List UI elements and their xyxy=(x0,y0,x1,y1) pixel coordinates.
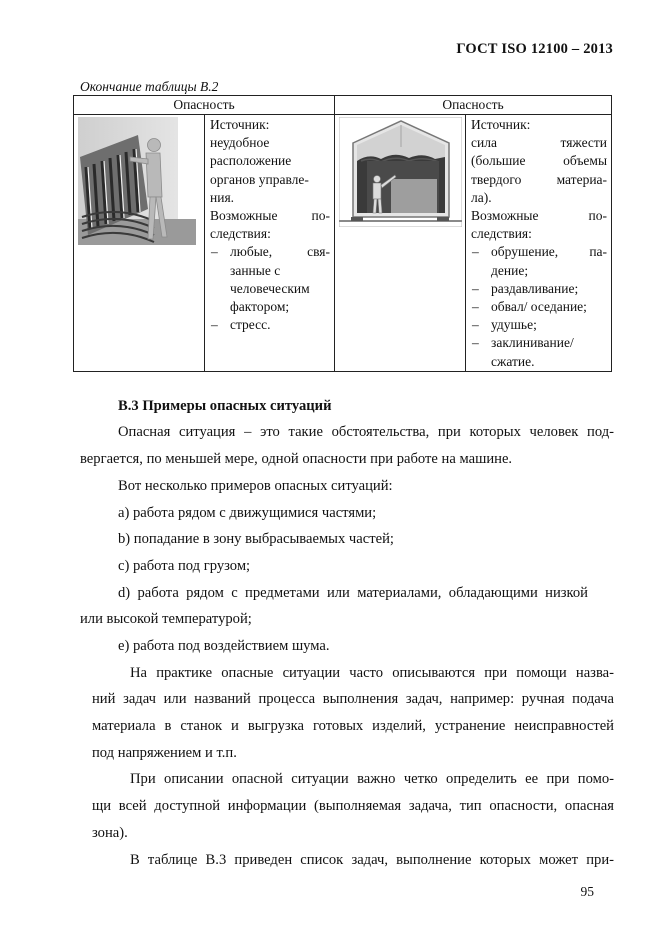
paragraph-line: Опасная ситуация – это такие обстоятельства, при которых человек под- xyxy=(118,424,614,440)
list-item: – удушье; xyxy=(472,317,537,333)
consequences-list xyxy=(210,243,330,334)
section-heading: В.3 Примеры опасных ситуаций xyxy=(118,398,332,414)
left-illustration-cell xyxy=(74,115,205,372)
source-line: (большие объемы xyxy=(471,153,608,169)
paragraph-line: вергается, по меньшей мере, одной опасности при работе на машине. xyxy=(80,451,513,467)
consequences-list xyxy=(471,243,607,370)
list-item: – любые, свя- занные с человеческим фактором; xyxy=(211,244,331,315)
consequences-label-cont: следствия: xyxy=(471,226,532,242)
consequences-label: Возможные по- xyxy=(210,208,331,224)
list-item: b) попадание в зону выбрасываемых частей; xyxy=(118,531,394,547)
list-item-cont: или высокой температурой; xyxy=(80,611,252,627)
silo-illustration xyxy=(339,117,462,227)
consequences-label: Возможные по- xyxy=(471,208,608,224)
list-item: – стресс. xyxy=(211,317,271,333)
paragraph-line: под напряжением и т.п. xyxy=(92,745,237,761)
source-line: неудобное xyxy=(210,135,270,151)
document-header: ГОСТ ISO 12100 – 2013 xyxy=(456,41,613,57)
source-label: Источник: xyxy=(471,117,531,132)
right-description-cell xyxy=(466,115,612,372)
paragraph-line: зона). xyxy=(92,825,128,841)
list-item: – обрушение, па- дение; xyxy=(472,244,608,278)
source-line: ла). xyxy=(471,189,492,205)
left-description-cell xyxy=(205,115,335,372)
consequences-label-cont: следствия: xyxy=(210,226,271,242)
source-line: расположение xyxy=(210,153,292,169)
source-line: ния. xyxy=(210,189,235,205)
list-item: – заклинивание/ сжатие. xyxy=(472,335,574,369)
column-header-right: Опасность xyxy=(335,96,612,115)
right-illustration-cell xyxy=(335,115,466,372)
paragraph-line: щи всей доступной информации (выполняемая задача, тип опасности, опасная xyxy=(92,798,614,814)
column-header-left: Опасность xyxy=(74,96,335,115)
paragraph-line: ний задач или названий процесса выполнения задач, например: ручная подача xyxy=(92,691,614,707)
control-panel-illustration xyxy=(78,117,196,245)
list-item: d) работа рядом с предметами или материалами, обладающими низкой xyxy=(118,585,588,601)
paragraph-line: материала в станок и выгрузка готовых изделий, устранение неисправностей xyxy=(92,718,614,734)
paragraph-line: Вот несколько примеров опасных ситуаций: xyxy=(118,478,393,494)
paragraph-line: На практике опасные ситуации часто описываются при помощи назва- xyxy=(130,665,614,681)
paragraph-line: При описании опасной ситуации важно четко определить ее при помо- xyxy=(130,771,614,787)
source-line: твердого материа- xyxy=(471,171,608,187)
paragraph-line: В таблице В.3 приведен список задач, выполнение которых может при- xyxy=(130,852,614,868)
hazard-table xyxy=(73,95,612,372)
source-line: сила тяжести xyxy=(471,135,608,151)
list-item: – раздавливание; xyxy=(472,280,579,296)
list-item: а) работа рядом с движущимися частями; xyxy=(118,505,377,521)
page-number: 95 xyxy=(580,884,594,899)
table-caption: Окончание таблицы В.2 xyxy=(80,79,219,94)
source-label: Источник: xyxy=(210,117,270,132)
list-item: – обвал/ оседание; xyxy=(472,299,587,315)
list-item: с) работа под грузом; xyxy=(118,558,251,574)
source-line: органов управле- xyxy=(210,171,309,187)
list-item: е) работа под воздействием шума. xyxy=(118,638,330,654)
